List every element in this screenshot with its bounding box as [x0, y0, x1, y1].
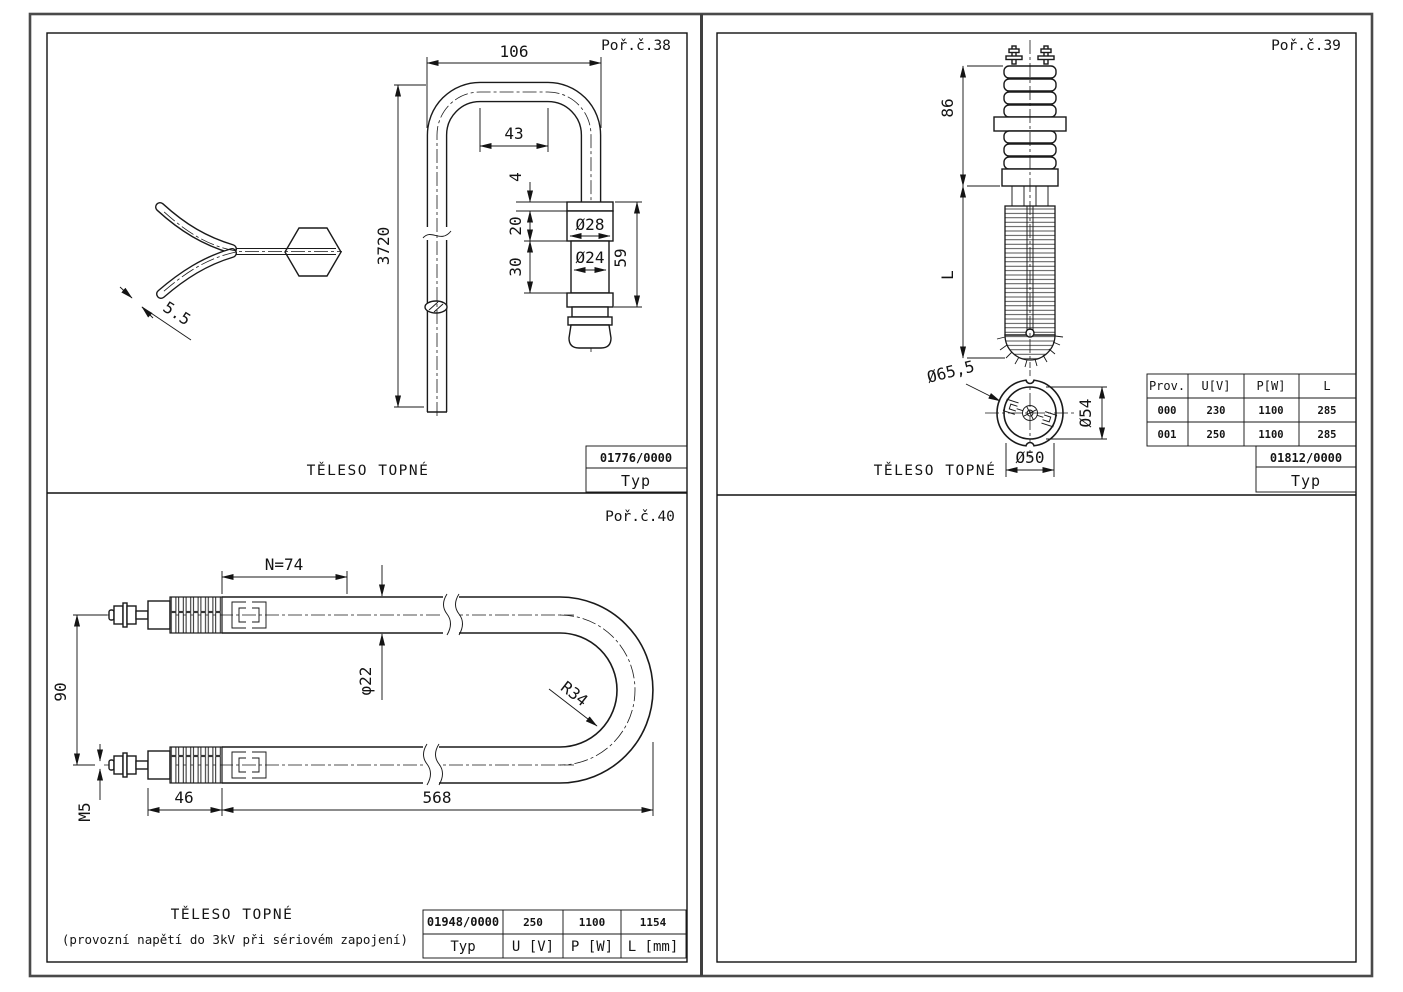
lower-leg: [104, 744, 574, 785]
dim-dia28: Ø28: [575, 215, 605, 234]
circular-bottom-view: [925, 357, 1107, 477]
label-u: U [V]: [511, 939, 555, 955]
label-p: P [W]: [570, 939, 614, 955]
dim-86: 86: [938, 98, 957, 118]
panel-39-label: Poř.č.39: [1271, 38, 1341, 54]
dim-46: 46: [174, 788, 194, 807]
cell-u-0: 230: [1206, 405, 1226, 417]
type-number: 01812/0000: [1269, 451, 1343, 465]
panel-por-c-38: [120, 38, 687, 492]
col-header-u: U[V]: [1201, 379, 1231, 393]
panel-por-c-40: [51, 509, 686, 958]
dim-106: 106: [499, 42, 529, 61]
type-number: 01776/0000: [599, 451, 673, 465]
dim-30: 30: [506, 257, 525, 277]
cell-l-0: 285: [1317, 405, 1337, 417]
dim-20: 20: [506, 216, 525, 236]
col-header-l: L: [1323, 379, 1331, 393]
dim-5-5: 5.5: [159, 297, 195, 330]
dim-3720: 3720: [374, 226, 393, 266]
cell-prov-0: 000: [1157, 405, 1177, 417]
cell-u-1: 250: [1206, 429, 1226, 441]
type-number: 01948/0000: [426, 915, 500, 929]
section-marker: [425, 301, 447, 313]
value-p: 1100: [578, 916, 606, 929]
dim-43: 43: [504, 124, 524, 143]
panel-38-label: Poř.č.38: [601, 38, 671, 54]
panel-40-title-block: [423, 910, 686, 958]
upper-leg: [104, 594, 574, 635]
sheet-frames: [30, 14, 1372, 976]
dim-dia22: φ22: [356, 666, 375, 696]
hex-end-view: [285, 228, 341, 276]
panel-38-title: TĚLESO TOPNÉ: [306, 463, 430, 479]
panel-40-label: Poř.č.40: [605, 509, 675, 525]
cell-l-1: 285: [1317, 429, 1337, 441]
dim-90: 90: [51, 682, 70, 702]
label-typ: Typ: [450, 939, 476, 955]
label-l: L [mm]: [627, 939, 679, 955]
dim-dia50: Ø50: [1015, 448, 1045, 467]
panel-por-c-39: [874, 38, 1356, 492]
dim-dia54: Ø54: [1076, 398, 1095, 428]
dim-568: 568: [422, 788, 452, 807]
dim-L: L: [938, 270, 957, 280]
cell-p-1: 1100: [1258, 429, 1284, 441]
finned-element-front-view: [938, 40, 1066, 368]
panel-39-title: TĚLESO TOPNÉ: [873, 463, 997, 479]
cell-prov-1: 001: [1157, 429, 1177, 441]
dim-59: 59: [611, 248, 630, 268]
panel-39-spec-table: [1147, 374, 1356, 446]
panel-40-subtitle: (provozní napětí do 3kV při sériovém zapojení): [61, 932, 409, 947]
panel-38-title-block: [586, 446, 687, 492]
cell-p-0: 1100: [1258, 405, 1284, 417]
dim-4: 4: [506, 172, 525, 182]
dim-dia24: Ø24: [575, 248, 605, 267]
col-header-p: P[W]: [1256, 379, 1286, 393]
value-l: 1154: [639, 916, 667, 929]
plug-detail: [567, 202, 613, 348]
hook-side-view: [120, 207, 342, 340]
dim-M5: M5: [75, 802, 94, 822]
dim-dia65-5: Ø65,5: [925, 356, 977, 387]
panel-39-title-block: [1256, 446, 1356, 492]
col-header-prov: Prov.: [1148, 379, 1186, 393]
type-label: Typ: [620, 472, 652, 490]
panel-40-title: TĚLESO TOPNÉ: [170, 907, 294, 923]
dim-R34: R34: [557, 677, 592, 711]
u-bend: [549, 597, 653, 783]
dim-N74: N=74: [264, 555, 304, 574]
value-u: 250: [523, 916, 543, 929]
type-label: Typ: [1290, 472, 1322, 490]
